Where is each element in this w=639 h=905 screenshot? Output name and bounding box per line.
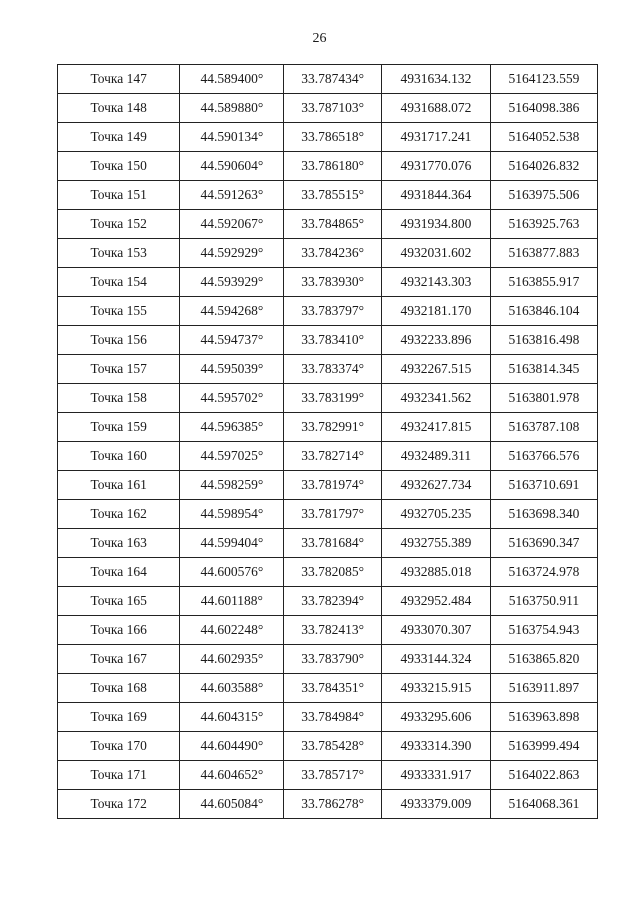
point-name-cell: Точка 165 <box>58 587 180 616</box>
latitude-cell: 44.591263° <box>180 181 284 210</box>
y-coordinate-cell: 5163911.897 <box>490 674 597 703</box>
longitude-cell: 33.781974° <box>284 471 382 500</box>
table-row <box>58 529 598 558</box>
latitude-cell: 44.599404° <box>180 529 284 558</box>
x-coordinate-cell: 4931717.241 <box>381 123 490 152</box>
longitude-cell: 33.782991° <box>284 413 382 442</box>
x-coordinate-cell: 4932341.562 <box>381 384 490 413</box>
point-name-cell: Точка 162 <box>58 500 180 529</box>
y-coordinate-cell: 5163724.978 <box>490 558 597 587</box>
longitude-cell: 33.783374° <box>284 355 382 384</box>
latitude-cell: 44.598954° <box>180 500 284 529</box>
latitude-cell: 44.590134° <box>180 123 284 152</box>
point-name-cell: Точка 164 <box>58 558 180 587</box>
y-coordinate-cell: 5163999.494 <box>490 732 597 761</box>
point-name-cell: Точка 153 <box>58 239 180 268</box>
longitude-cell: 33.781684° <box>284 529 382 558</box>
x-coordinate-cell: 4933070.307 <box>381 616 490 645</box>
longitude-cell: 33.783790° <box>284 645 382 674</box>
x-coordinate-cell: 4931688.072 <box>381 94 490 123</box>
latitude-cell: 44.592067° <box>180 210 284 239</box>
table-row <box>58 268 598 297</box>
y-coordinate-cell: 5163690.347 <box>490 529 597 558</box>
x-coordinate-cell: 4931934.800 <box>381 210 490 239</box>
y-coordinate-cell: 5164022.863 <box>490 761 597 790</box>
y-coordinate-cell: 5163766.576 <box>490 442 597 471</box>
table-row <box>58 384 598 413</box>
longitude-cell: 33.781797° <box>284 500 382 529</box>
longitude-cell: 33.783797° <box>284 297 382 326</box>
table-row <box>58 732 598 761</box>
table-row <box>58 442 598 471</box>
longitude-cell: 33.783199° <box>284 384 382 413</box>
latitude-cell: 44.605084° <box>180 790 284 819</box>
point-name-cell: Точка 151 <box>58 181 180 210</box>
table-row <box>58 587 598 616</box>
x-coordinate-cell: 4931844.364 <box>381 181 490 210</box>
table-row <box>58 65 598 94</box>
y-coordinate-cell: 5163754.943 <box>490 616 597 645</box>
x-coordinate-cell: 4932755.389 <box>381 529 490 558</box>
y-coordinate-cell: 5163816.498 <box>490 326 597 355</box>
x-coordinate-cell: 4933295.606 <box>381 703 490 732</box>
longitude-cell: 33.786180° <box>284 152 382 181</box>
x-coordinate-cell: 4932885.018 <box>381 558 490 587</box>
longitude-cell: 33.786278° <box>284 790 382 819</box>
y-coordinate-cell: 5163787.108 <box>490 413 597 442</box>
point-name-cell: Точка 172 <box>58 790 180 819</box>
latitude-cell: 44.594737° <box>180 326 284 355</box>
point-name-cell: Точка 167 <box>58 645 180 674</box>
y-coordinate-cell: 5163814.345 <box>490 355 597 384</box>
longitude-cell: 33.782394° <box>284 587 382 616</box>
y-coordinate-cell: 5163963.898 <box>490 703 597 732</box>
longitude-cell: 33.785428° <box>284 732 382 761</box>
point-name-cell: Точка 171 <box>58 761 180 790</box>
x-coordinate-cell: 4932031.602 <box>381 239 490 268</box>
point-name-cell: Точка 168 <box>58 674 180 703</box>
table-row <box>58 703 598 732</box>
point-name-cell: Точка 154 <box>58 268 180 297</box>
table-row <box>58 355 598 384</box>
x-coordinate-cell: 4933215.915 <box>381 674 490 703</box>
x-coordinate-cell: 4931634.132 <box>381 65 490 94</box>
x-coordinate-cell: 4932143.303 <box>381 268 490 297</box>
point-name-cell: Точка 170 <box>58 732 180 761</box>
longitude-cell: 33.785717° <box>284 761 382 790</box>
table-row <box>58 326 598 355</box>
y-coordinate-cell: 5163865.820 <box>490 645 597 674</box>
x-coordinate-cell: 4932489.311 <box>381 442 490 471</box>
table-row <box>58 761 598 790</box>
point-name-cell: Точка 166 <box>58 616 180 645</box>
y-coordinate-cell: 5164123.559 <box>490 65 597 94</box>
point-name-cell: Точка 160 <box>58 442 180 471</box>
latitude-cell: 44.597025° <box>180 442 284 471</box>
longitude-cell: 33.782413° <box>284 616 382 645</box>
y-coordinate-cell: 5164026.832 <box>490 152 597 181</box>
longitude-cell: 33.787434° <box>284 65 382 94</box>
latitude-cell: 44.604652° <box>180 761 284 790</box>
longitude-cell: 33.782085° <box>284 558 382 587</box>
point-name-cell: Точка 156 <box>58 326 180 355</box>
latitude-cell: 44.598259° <box>180 471 284 500</box>
table-row <box>58 558 598 587</box>
longitude-cell: 33.786518° <box>284 123 382 152</box>
table-row <box>58 674 598 703</box>
latitude-cell: 44.595702° <box>180 384 284 413</box>
latitude-cell: 44.602935° <box>180 645 284 674</box>
latitude-cell: 44.594268° <box>180 297 284 326</box>
y-coordinate-cell: 5163710.691 <box>490 471 597 500</box>
x-coordinate-cell: 4932181.170 <box>381 297 490 326</box>
y-coordinate-cell: 5164052.538 <box>490 123 597 152</box>
point-name-cell: Точка 163 <box>58 529 180 558</box>
table-row <box>58 471 598 500</box>
longitude-cell: 33.784236° <box>284 239 382 268</box>
latitude-cell: 44.601188° <box>180 587 284 616</box>
table-row <box>58 239 598 268</box>
latitude-cell: 44.604490° <box>180 732 284 761</box>
longitude-cell: 33.787103° <box>284 94 382 123</box>
latitude-cell: 44.600576° <box>180 558 284 587</box>
table-row <box>58 413 598 442</box>
longitude-cell: 33.784351° <box>284 674 382 703</box>
table-row <box>58 152 598 181</box>
y-coordinate-cell: 5163846.104 <box>490 297 597 326</box>
latitude-cell: 44.603588° <box>180 674 284 703</box>
point-name-cell: Точка 149 <box>58 123 180 152</box>
y-coordinate-cell: 5164098.386 <box>490 94 597 123</box>
page-number: 26 <box>312 31 327 46</box>
point-name-cell: Точка 155 <box>58 297 180 326</box>
table-row <box>58 181 598 210</box>
longitude-cell: 33.782714° <box>284 442 382 471</box>
x-coordinate-cell: 4933379.009 <box>381 790 490 819</box>
table-row <box>58 94 598 123</box>
x-coordinate-cell: 4932267.515 <box>381 355 490 384</box>
y-coordinate-cell: 5163750.911 <box>490 587 597 616</box>
table-row <box>58 790 598 819</box>
point-name-cell: Точка 158 <box>58 384 180 413</box>
table-row <box>58 500 598 529</box>
x-coordinate-cell: 4933144.324 <box>381 645 490 674</box>
table-row <box>58 297 598 326</box>
latitude-cell: 44.595039° <box>180 355 284 384</box>
latitude-cell: 44.592929° <box>180 239 284 268</box>
point-name-cell: Точка 169 <box>58 703 180 732</box>
latitude-cell: 44.602248° <box>180 616 284 645</box>
y-coordinate-cell: 5163855.917 <box>490 268 597 297</box>
point-name-cell: Точка 161 <box>58 471 180 500</box>
x-coordinate-cell: 4932233.896 <box>381 326 490 355</box>
x-coordinate-cell: 4931770.076 <box>381 152 490 181</box>
x-coordinate-cell: 4932417.815 <box>381 413 490 442</box>
latitude-cell: 44.604315° <box>180 703 284 732</box>
table-row <box>58 210 598 239</box>
y-coordinate-cell: 5163925.763 <box>490 210 597 239</box>
latitude-cell: 44.590604° <box>180 152 284 181</box>
latitude-cell: 44.589400° <box>180 65 284 94</box>
table-row <box>58 645 598 674</box>
point-name-cell: Точка 159 <box>58 413 180 442</box>
longitude-cell: 33.783410° <box>284 326 382 355</box>
point-name-cell: Точка 147 <box>58 65 180 94</box>
x-coordinate-cell: 4932705.235 <box>381 500 490 529</box>
latitude-cell: 44.593929° <box>180 268 284 297</box>
latitude-cell: 44.596385° <box>180 413 284 442</box>
x-coordinate-cell: 4932627.734 <box>381 471 490 500</box>
x-coordinate-cell: 4933314.390 <box>381 732 490 761</box>
point-name-cell: Точка 157 <box>58 355 180 384</box>
longitude-cell: 33.783930° <box>284 268 382 297</box>
point-name-cell: Точка 148 <box>58 94 180 123</box>
y-coordinate-cell: 5163877.883 <box>490 239 597 268</box>
y-coordinate-cell: 5163801.978 <box>490 384 597 413</box>
coordinates-table <box>57 64 598 819</box>
point-name-cell: Точка 152 <box>58 210 180 239</box>
x-coordinate-cell: 4932952.484 <box>381 587 490 616</box>
latitude-cell: 44.589880° <box>180 94 284 123</box>
table-row <box>58 616 598 645</box>
table-row <box>58 123 598 152</box>
y-coordinate-cell: 5163975.506 <box>490 181 597 210</box>
longitude-cell: 33.784984° <box>284 703 382 732</box>
point-name-cell: Точка 150 <box>58 152 180 181</box>
x-coordinate-cell: 4933331.917 <box>381 761 490 790</box>
y-coordinate-cell: 5163698.340 <box>490 500 597 529</box>
longitude-cell: 33.784865° <box>284 210 382 239</box>
y-coordinate-cell: 5164068.361 <box>490 790 597 819</box>
longitude-cell: 33.785515° <box>284 181 382 210</box>
coordinates-table-body <box>58 65 598 819</box>
